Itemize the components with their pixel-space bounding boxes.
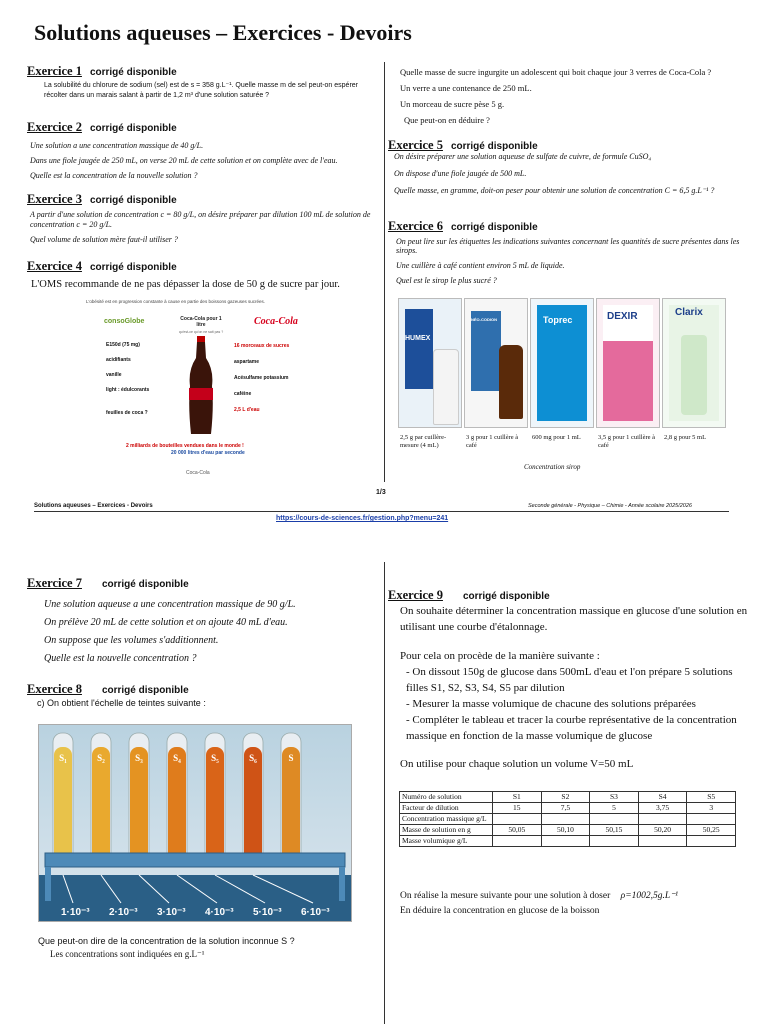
question-line: Quelle masse de sucre ingurgite un adolescent qui boit chaque jour 3 verres de Coca-Cola ? <box>400 67 712 77</box>
consoglobe-logo: consoGlobe <box>104 318 145 325</box>
exercise-9-rho: ρ=1002,5g.L⁻¹ <box>620 891 679 901</box>
tube-label: S <box>288 753 294 763</box>
table-row <box>400 814 736 825</box>
exercise-4-questions <box>400 64 760 128</box>
exercise-9-intro: On souhaite déterminer la concentration massique en glucose d'une solution en utilisant une courbe d'étalonnage. <box>400 605 748 633</box>
table-header-cell: S4 <box>638 792 687 803</box>
exercise-4-heading <box>27 259 177 274</box>
tube-liquid <box>244 747 262 861</box>
clarix-bottle <box>681 335 707 415</box>
dexir-brand: DEXIR <box>607 311 638 322</box>
exercise-8-corrige-link[interactable]: corrigé disponible <box>101 685 189 696</box>
exercise-4-text: L'OMS recommande de ne pas dépasser la dose de 50 g de sucre par jour. <box>31 279 340 290</box>
question-line: Un morceau de sucre pèse 5 g. <box>400 99 505 109</box>
tube-liquid <box>54 747 72 861</box>
table-row <box>400 803 736 814</box>
footer-left: Solutions aqueuses – Exercices - Devoirs <box>34 503 153 509</box>
scale-value: 2·10⁻³ <box>109 907 138 918</box>
syrup-label-dexir: 3,5 g pour 1 cuillère à café <box>598 434 656 449</box>
course-link[interactable]: https://cours-de-sciences.fr/gestion.php?menu=241 <box>276 515 449 522</box>
syrup-clarix <box>662 298 726 428</box>
exercise-1-heading <box>27 64 177 79</box>
scale-value: 4·10⁻³ <box>205 907 234 918</box>
syrup-caption: Concentration sirop <box>524 463 581 471</box>
table-cell: 50,05 <box>493 825 542 836</box>
table-header-cell: S3 <box>590 792 639 803</box>
exercise-2-line: Une solution a une concentration massique de 40 g/L. <box>30 141 204 150</box>
exercise-4-corrige-link[interactable]: corrigé disponible <box>89 262 177 273</box>
syrup-products <box>398 298 728 456</box>
table-cell: Concentration massique g/L <box>400 814 493 825</box>
tube-liquid <box>206 747 224 861</box>
table-cell: Masse volumique g/L <box>400 836 493 847</box>
table-cell: 3 <box>687 803 736 814</box>
exercise-9-step: - Compléter le tableau et tracer la courbe représentative de la concentration massique en fonction de la masse volumique de glucose <box>406 714 737 742</box>
exercise-8-units: Les concentrations sont indiquées en g.L⁻¹ <box>50 949 205 959</box>
exercise-6-line: Une cuillère à café contient environ 5 mL de liquide. <box>396 261 565 270</box>
tube-label: S₄ <box>173 753 181 763</box>
tube-label: S₃ <box>135 753 143 763</box>
exercise-5-text <box>394 152 756 196</box>
exercise-7-line: Une solution aqueuse a une concentration massique de 90 g/L. <box>44 599 296 610</box>
exercise-3-line: Quel volume de solution mère faut-il utiliser ? <box>30 235 178 244</box>
exercise-8-number: Exercice 8 <box>27 682 82 696</box>
syrup-label-clarix: 2,8 g pour 5 mL <box>664 434 707 441</box>
footer-rule <box>34 511 729 512</box>
column-divider <box>384 62 385 482</box>
cola-subtitle: qu'est-ce qu'on ne sait pas ? <box>178 330 224 334</box>
exercise-1-corrige-link[interactable]: corrigé disponible <box>89 67 177 78</box>
scale-value: 1·10⁻³ <box>61 907 90 918</box>
exercise-2-text <box>30 140 380 182</box>
table-row <box>400 825 736 836</box>
exercise-6-line: On peut lire sur les étiquettes les indications suivantes concernant les quantités de sucre présentes dans les sirops. <box>396 237 740 255</box>
exercise-9-volume: On utilise pour chaque solution un volume V=50 mL <box>400 758 634 770</box>
question-line: Un verre a une contenance de 250 mL. <box>400 83 532 93</box>
exercise-6-heading <box>388 219 538 234</box>
table-cell <box>638 814 687 825</box>
exercise-7-line: Quelle est la nouvelle concentration ? <box>44 653 197 664</box>
page-number: 1/3 <box>376 489 386 496</box>
neocodion-brand: NÉO-CODION <box>471 317 497 322</box>
exercise-5-line: Quelle masse, en gramme, doit-on peser pour obtenir une solution de concentration C = 6,5 g.L⁻¹ ? <box>394 186 715 195</box>
right-ingredients <box>234 338 289 418</box>
left-ingredients <box>106 338 149 421</box>
exercise-6-corrige-link[interactable]: corrigé disponible <box>450 222 538 233</box>
cola-title: Coca-Cola pour 1 litre <box>180 316 222 328</box>
exercise-3-text <box>30 210 382 245</box>
exercise-9-measure <box>400 890 760 901</box>
infographic-bottom-blue: 20 000 litres d'eau par seconde <box>171 450 245 456</box>
exercise-8-heading <box>27 682 189 697</box>
exercise-9-body <box>400 603 750 772</box>
bottle-cap <box>197 336 205 342</box>
left-ingredient: vanille <box>106 372 122 378</box>
table-cell <box>590 836 639 847</box>
table-cell <box>541 836 590 847</box>
syrup-label-neocodion: 3 g pour 1 cuillère à café <box>466 434 519 449</box>
exercise-9-step: - On dissout 150g de glucose dans 500mL d'eau et l'on prépare 5 solutions filles S1, S2, S3, S4, S5 par dilution <box>406 666 733 694</box>
exercise-1-text: La solubilité du chlorure de sodium (sel) est de s = 358 g.L⁻¹. Quelle masse m de sel peut-on espérer récolter dans un marais salant à partir de 1,2 m³ d'une solution saturée ? <box>44 82 358 99</box>
table-cell <box>687 814 736 825</box>
table-cell <box>638 836 687 847</box>
table-cell: 50,15 <box>590 825 639 836</box>
neocodion-box <box>471 311 501 391</box>
rack-leg <box>45 867 51 901</box>
table-header-cell: S1 <box>493 792 542 803</box>
table-cell: Masse de solution en g <box>400 825 493 836</box>
tube-rack <box>39 725 351 921</box>
right-ingredient: 2,5 L d'eau <box>234 407 260 413</box>
exercise-6-text <box>396 237 760 285</box>
tube-liquid <box>168 747 186 861</box>
bottle-label <box>189 388 213 400</box>
exercise-7-number: Exercice 7 <box>27 576 82 590</box>
dilution-table <box>399 791 736 847</box>
exercise-5-corrige-link[interactable]: corrigé disponible <box>450 141 538 152</box>
exercise-9-final-question: En déduire la concentration en glucose de la boisson <box>400 906 600 916</box>
right-ingredient: caféine <box>234 391 252 397</box>
exercise-2-heading <box>27 120 177 135</box>
exercise-2-line: Dans une fiole jaugée de 250 mL, on verse 20 mL de cette solution et on complète avec de l'eau. <box>30 156 338 165</box>
bottle-illustration <box>184 336 218 436</box>
exercise-3-heading <box>27 192 177 207</box>
rack-leg <box>339 867 345 901</box>
infographic-caption: L'obésité est en progression constante à cause en partie des boissons gazeuses sucrées. <box>86 299 265 304</box>
exercise-2-line: Quelle est la concentration de la nouvelle solution ? <box>30 171 198 180</box>
left-ingredient: light : édulcorants <box>106 387 150 393</box>
exercise-8-intro: c) On obtient l'échelle de teintes suivante : <box>37 698 206 708</box>
exercise-7-corrige-link[interactable]: corrigé disponible <box>101 579 189 590</box>
syrup-toprec <box>530 298 594 428</box>
table-cell <box>493 836 542 847</box>
left-ingredient: feuilles de coca ? <box>106 410 148 416</box>
color-scale-image <box>38 724 352 922</box>
exercise-6-number: Exercice 6 <box>388 219 443 233</box>
scale-value: 5·10⁻³ <box>253 907 282 918</box>
exercise-9-heading <box>388 588 550 603</box>
table-header-cell: Numéro de solution <box>400 792 493 803</box>
exercise-6-line: Quel est le sirop le plus sucré ? <box>396 276 497 285</box>
exercise-9-corrige-link[interactable]: corrigé disponible <box>462 591 550 602</box>
exercise-7-text <box>44 596 374 668</box>
tube-liquid <box>92 747 110 861</box>
table-cell: 50,20 <box>638 825 687 836</box>
footer-right: Seconde générale - Physique – Chimie - Année scolaire 2025/2026 <box>528 503 692 509</box>
table-cell: 50,10 <box>541 825 590 836</box>
coca-cola-infographic <box>86 296 306 480</box>
clarix-brand: Clarix <box>675 307 703 318</box>
table-cell: 7,5 <box>541 803 590 814</box>
tube-liquid <box>282 747 300 861</box>
exercise-5-heading <box>388 138 538 153</box>
tube-label: S₅ <box>211 753 219 763</box>
exercise-8-question: Que peut-on dire de la concentration de la solution inconnue S ? <box>38 936 295 946</box>
exercise-2-number: Exercice 2 <box>27 120 82 134</box>
exercise-9-number: Exercice 9 <box>388 588 443 602</box>
table-cell <box>590 814 639 825</box>
exercise-7-line: On prélève 20 mL de cette solution et on ajoute 40 mL d'eau. <box>44 617 288 628</box>
table-header-cell: S2 <box>541 792 590 803</box>
exercise-3-corrige-link[interactable]: corrigé disponible <box>89 195 177 206</box>
exercise-5-line: On dispose d'une fiole jaugée de 500 mL. <box>394 169 527 178</box>
exercise-1-number: Exercice 1 <box>27 64 82 78</box>
toprec-brand: Toprec <box>543 315 573 325</box>
table-cell: 50,25 <box>687 825 736 836</box>
table-header-row <box>400 792 736 803</box>
table-cell <box>687 836 736 847</box>
left-ingredient: acidifiants <box>106 357 131 363</box>
syrup-dexir <box>596 298 660 428</box>
page-title: Solutions aqueuses – Exercices - Devoirs <box>34 20 412 45</box>
table-cell <box>541 814 590 825</box>
humex-bottle <box>433 349 459 425</box>
table-header-cell: S5 <box>687 792 736 803</box>
table-cell: 5 <box>590 803 639 814</box>
table-row <box>400 836 736 847</box>
exercise-7-heading <box>27 576 189 591</box>
table-cell <box>493 814 542 825</box>
neocodion-bottle <box>499 345 523 419</box>
table-cell: 3,75 <box>638 803 687 814</box>
right-ingredient: Acésulfame potassium <box>234 375 289 381</box>
tube-label: S₆ <box>249 753 257 763</box>
syrup-neocodion <box>464 298 528 428</box>
exercise-9-measure-text: On réalise la mesure suivante pour une solution à doser <box>400 891 611 901</box>
rack-top-bar <box>45 853 345 867</box>
syrup-humex <box>398 298 462 428</box>
exercise-5-line: On désire préparer une solution aqueuse de sulfate de cuivre, de formule CuSO₄ <box>394 152 652 161</box>
syrup-label-humex: 2,5 g par cuillère-mesure (4 mL) <box>400 434 447 449</box>
exercise-2-corrige-link[interactable]: corrigé disponible <box>89 123 177 134</box>
exercise-9-procedure: Pour cela on procède de la manière suivante : <box>400 650 600 662</box>
coca-cola-logo: Coca-Cola <box>254 316 298 327</box>
left-ingredient: E150d (75 mg) <box>106 342 140 348</box>
column-divider-2 <box>384 562 385 1024</box>
exercise-5-number: Exercice 5 <box>388 138 443 152</box>
tube-label: S₁ <box>59 753 67 763</box>
exercise-4-number: Exercice 4 <box>27 259 82 273</box>
tube-label: S₂ <box>97 753 105 763</box>
right-ingredient: aspartame <box>234 359 260 365</box>
table-cell: 15 <box>493 803 542 814</box>
exercise-9-step: - Mesurer la masse volumique de chacune des solutions préparées <box>406 698 696 710</box>
right-ingredient: 16 morceaux de sucres <box>234 343 290 349</box>
syrup-label-toprec: 600 mg pour 1 mL <box>532 434 581 441</box>
humex-brand: HUMEX <box>405 335 431 342</box>
exercise-3-line: A partir d'une solution de concentration c = 80 g/L, on désire préparer par dilution 100 mL de solution de concentration c = 20 g/L. <box>30 210 371 229</box>
infographic-bottom-red: 2 milliards de bouteilles vendues dans le monde ! <box>126 443 244 449</box>
question-line: Que peut-on en déduire ? <box>404 115 490 125</box>
table-cell: Facteur de dilution <box>400 803 493 814</box>
tube-liquid <box>130 747 148 861</box>
exercise-3-number: Exercice 3 <box>27 192 82 206</box>
infographic-bottom-caption: Coca-Cola <box>186 470 210 476</box>
exercise-7-line: On suppose que les volumes s'additionnent. <box>44 635 219 646</box>
humex-box <box>405 309 433 389</box>
scale-value: 3·10⁻³ <box>157 907 186 918</box>
scale-value: 6·10⁻³ <box>301 907 330 918</box>
